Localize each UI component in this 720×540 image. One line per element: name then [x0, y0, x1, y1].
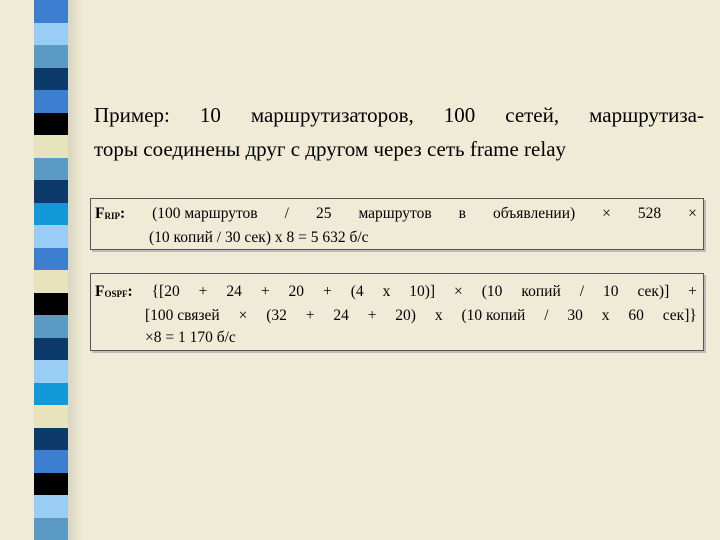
formula-token: 10 — [602, 283, 619, 300]
formula-token: (10 копий — [461, 307, 526, 324]
rip-formula-box — [90, 198, 704, 250]
formula-token: {[20 — [151, 283, 180, 300]
formula-token: [100 связей — [145, 307, 220, 324]
formula-token: 10)] — [409, 283, 436, 300]
formula-token: 528 — [637, 205, 662, 222]
ospf-symbol: $F_{OSPF}$: — [95, 283, 133, 300]
rip-result: (10 копий / 30 сек) x 8 = 5 632 б/с — [149, 229, 369, 246]
formula-token: × — [454, 283, 463, 300]
formula-token: (4 — [350, 283, 364, 300]
heading-line-2: торы соединены друг с другом через сеть frame relay — [94, 137, 567, 161]
formula-token: + — [322, 283, 332, 300]
stripe-segment — [34, 383, 68, 406]
ospf-formula-line-2 — [95, 305, 697, 327]
formula-token: 20 — [288, 283, 305, 300]
ospf-formula-line-1 — [95, 281, 697, 305]
formula-token: + — [367, 307, 377, 324]
stripe-segment — [34, 473, 68, 496]
stripe-segment — [34, 135, 68, 158]
stripe-column — [34, 0, 68, 540]
formula-token: сек]} — [662, 307, 697, 324]
stripe-segment — [34, 518, 68, 540]
stripe-segment — [34, 428, 68, 451]
stripe-segment — [34, 180, 68, 203]
stripe-segment — [34, 23, 68, 46]
formula-token: маршрутов — [358, 205, 432, 222]
formula-token: (32 — [266, 307, 287, 324]
formula-token: + — [305, 307, 315, 324]
formula-token: + — [688, 283, 697, 300]
formula-token: (10 — [481, 283, 503, 300]
stripe-segment — [34, 338, 68, 361]
stripe-bar-left — [0, 0, 34, 540]
formula-token: 30 — [567, 307, 583, 324]
formula-token: (100 маршрутов — [152, 205, 258, 222]
formula-token: x — [434, 307, 443, 324]
stripe-segment — [34, 405, 68, 428]
formula-token: × — [688, 205, 697, 222]
formula-token: x — [382, 283, 391, 300]
stripe-segment — [34, 360, 68, 383]
stripe-segment — [34, 90, 68, 113]
formula-token: / — [284, 205, 289, 222]
formula-token: 60 — [628, 307, 644, 324]
stripe-segment — [34, 0, 68, 23]
stripe-shadow — [68, 0, 84, 540]
rip-formula-line-2 — [95, 227, 697, 249]
formula-token: + — [198, 283, 208, 300]
formula-token: объявлении) — [492, 205, 576, 222]
formula-token: копий — [521, 283, 561, 300]
stripe-segment — [34, 225, 68, 248]
formula-token: сек)] — [637, 283, 670, 300]
formula-token: 25 — [315, 205, 332, 222]
formula-token: × — [602, 205, 611, 222]
stripe-segment — [34, 495, 68, 518]
stripe-segment — [34, 248, 68, 271]
stripe-segment — [34, 45, 68, 68]
ospf-formula-line-3 — [95, 327, 697, 349]
stripe-segment — [34, 203, 68, 226]
formula-token: × — [238, 307, 248, 324]
stripe-segment — [34, 293, 68, 316]
stripe-segment — [34, 158, 68, 181]
formula-token: / — [579, 283, 585, 300]
formula-token: 20) — [395, 307, 416, 324]
formula-token: 24 — [226, 283, 242, 300]
formula-token: + — [260, 283, 270, 300]
formula-token: / — [544, 307, 549, 324]
formula-token: x — [601, 307, 610, 324]
formula-token: 24 — [333, 307, 349, 324]
heading-line-1: Пример: 10 маршрутизаторов, 100 сетей, маршрутиза- — [94, 103, 704, 127]
stripe-segment — [34, 450, 68, 473]
rip-formula-line-1 — [95, 203, 697, 227]
slide-heading — [94, 98, 704, 166]
ospf-result: ×8 = 1 170 б/с — [145, 329, 236, 346]
stripe-segment — [34, 113, 68, 136]
ospf-formula-box — [90, 273, 704, 351]
formula-token: в — [458, 205, 466, 222]
stripe-segment — [34, 68, 68, 91]
rip-symbol: $F_{RIP}$: — [95, 205, 126, 222]
decorative-stripe-bar — [0, 0, 84, 540]
stripe-segment — [34, 270, 68, 293]
stripe-segment — [34, 315, 68, 338]
